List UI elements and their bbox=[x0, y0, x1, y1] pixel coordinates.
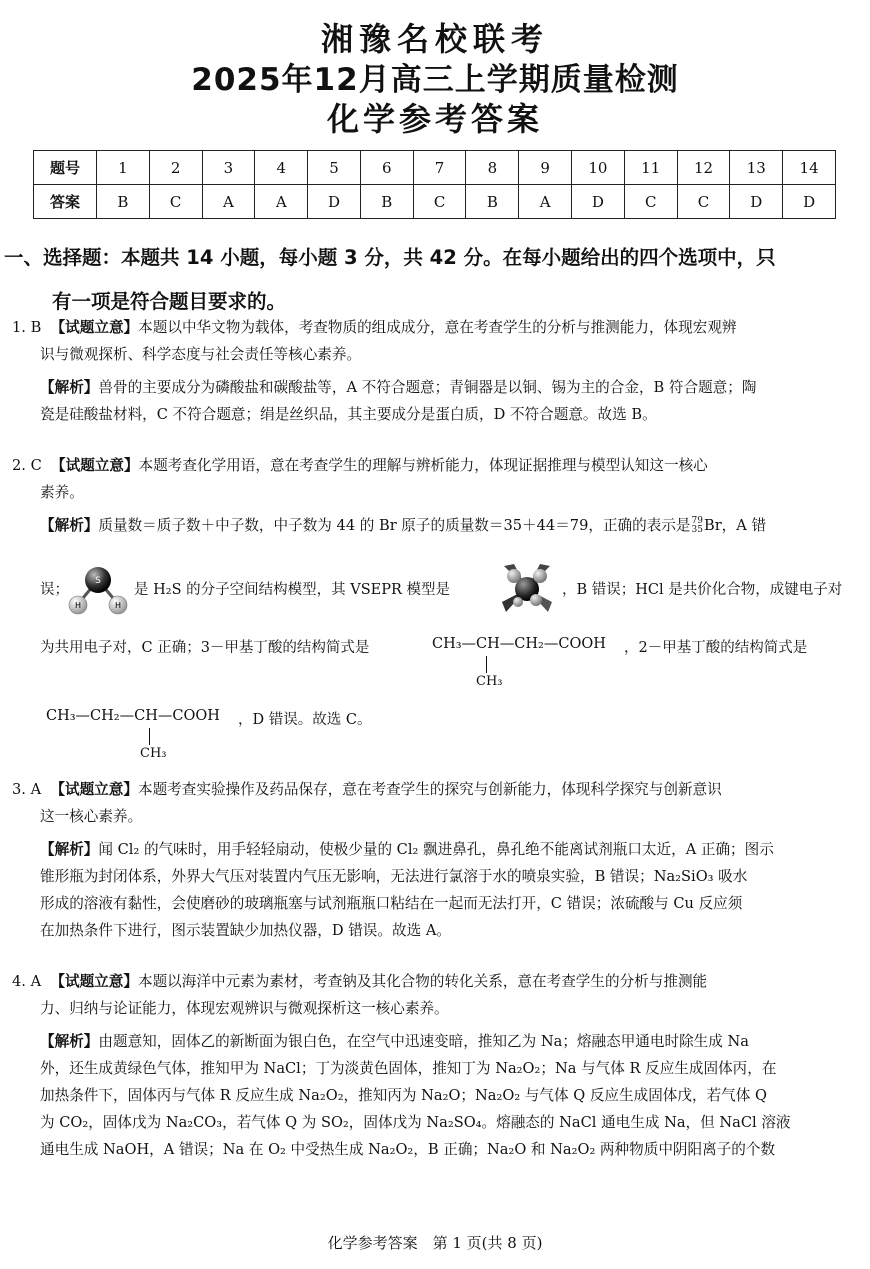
q3-analysis-line1: 闻 Cl₂ 的气味时，用手轻轻扇动，使极少量的 Cl₂ 飘进鼻孔，鼻孔绝不能离试剂瓶口太近，A 正确；图示 bbox=[98, 841, 774, 858]
answer-cell: C bbox=[677, 185, 730, 219]
answer-cell: C bbox=[624, 185, 677, 219]
model-label-s: S bbox=[95, 576, 101, 586]
question-number-cell: 12 bbox=[677, 151, 730, 185]
q3-analysis-line4: 在加热条件下进行，图示装置缺少加热仪器，D 错误。故选 A。 bbox=[40, 922, 451, 939]
model-label-h1: H bbox=[74, 601, 82, 610]
q4-intent-line2: 力、归纳与论证能力，体现宏观辨识与微观探析这一核心素养。 bbox=[40, 1000, 449, 1017]
answer-cell: D bbox=[783, 185, 836, 219]
q4-number: 4. A bbox=[12, 973, 42, 990]
question-number-cell: 4 bbox=[255, 151, 308, 185]
header-title-line1: 湘豫名校联考 bbox=[320, 20, 549, 58]
q4-analysis-line5: 通电生成 NaOH，A 错误；Na 在 O₂ 中受热生成 Na₂O₂，B 正确；Na₂O 和 Na₂O₂ 两种物质中阴阳离子的个数 bbox=[40, 1141, 776, 1158]
q3-analysis-tag: 【解析】 bbox=[40, 841, 99, 858]
answer-cell: C bbox=[149, 185, 202, 219]
question-number-cell: 13 bbox=[730, 151, 783, 185]
q1-intent-tag: 【试题立意】 bbox=[50, 319, 139, 336]
isotope-atomic-number: 35 bbox=[691, 525, 703, 535]
formula2-branch: CH₃ bbox=[140, 746, 167, 761]
q3-intent-line2: 这一核心素养。 bbox=[40, 808, 143, 825]
h2s-molecule-model-image bbox=[66, 564, 130, 616]
question-number-cell: 7 bbox=[413, 151, 466, 185]
question-number-cell: 9 bbox=[519, 151, 572, 185]
q4-analysis-line4: 为 CO₂，固体戊为 Na₂CO₃，若气体 Q 为 SO₂，固体戊为 Na₂SO₄。熔融态的 NaCl 通电生成 Na，但 NaCl 溶液 bbox=[40, 1114, 791, 1131]
q4-analysis-line3: 加热条件下，固体丙与气体 R 反应生成 Na₂O₂，推知丙为 Na₂O；Na₂O₂ 与气体 Q 反应生成固体戊，若气体 Q bbox=[40, 1087, 767, 1104]
q1-intent-line1: 本题以中华文物为载体，考查物质的组成成分，意在考查学生的分析与推测能力，体现宏观辨 bbox=[138, 319, 737, 336]
q4-analysis-line1: 由题意知，固体乙的新断面为银白色，在空气中迅速变暗，推知乙为 Na；熔融态甲通电时除生成 Na bbox=[98, 1033, 749, 1050]
page-footer: 化学参考答案 第 1 页(共 8 页) bbox=[327, 1234, 543, 1252]
answer-cell: B bbox=[360, 185, 413, 219]
answer-cell: D bbox=[572, 185, 625, 219]
section-heading-line2: 有一项是符合题目要求的。 bbox=[52, 290, 287, 313]
formula2-bond-line bbox=[149, 728, 150, 745]
q1-intent-line2: 识与微观探析、科学态度与社会责任等核心素养。 bbox=[40, 346, 362, 363]
model-label-h2: H bbox=[114, 601, 122, 610]
question-number-cell: 6 bbox=[360, 151, 413, 185]
answer-cell: B bbox=[97, 185, 150, 219]
q2-analysis-line4-end: ，D 错误。故选 C。 bbox=[238, 712, 372, 728]
q3-analysis-line3: 形成的溶液有黏性，会使磨砂的玻璃瓶塞与试剂瓶瓶口粘结在一起而无法打开，C 错误；浓硫酸与 Cu 反应须 bbox=[40, 895, 743, 912]
q1-analysis-line2: 瓷是硅酸盐材料，C 不符合题意；绢是丝织品，其主要成分是蛋白质，D 不符合题意。故选 B。 bbox=[40, 406, 657, 423]
answer-cell: B bbox=[466, 185, 519, 219]
q2-analysis-line3-start: 为共用电子对，C 正确；3－甲基丁酸的结构简式是 bbox=[40, 640, 370, 656]
question-2 bbox=[12, 452, 852, 539]
q1-number: 1. B bbox=[12, 319, 42, 336]
q4-intent-line1: 本题以海洋中元素为素材，考查钠及其化合物的转化关系，意在考查学生的分析与推测能 bbox=[137, 973, 708, 990]
vsepr-model-image bbox=[494, 556, 560, 622]
section-heading bbox=[4, 236, 864, 324]
formula1-bond-line bbox=[486, 656, 487, 673]
answer-table bbox=[33, 150, 836, 219]
question-3 bbox=[12, 776, 852, 944]
answer-cell: A bbox=[519, 185, 572, 219]
q2-analysis-line2-end: ，B 错误；HCl 是共价化合物，成键电子对 bbox=[562, 582, 843, 598]
question-number-cell: 2 bbox=[149, 151, 202, 185]
answer-cell: D bbox=[308, 185, 361, 219]
q2-analysis-line1-end: Br，A 错 bbox=[703, 517, 767, 534]
q2-analysis-line2-mid: 是 H₂S 的分子空间结构模型，其 VSEPR 模型是 bbox=[134, 582, 450, 598]
q2-analysis-tag: 【解析】 bbox=[40, 517, 99, 534]
structural-formula-2-methylbutanoic: CH₃—CH₂—CH—COOH bbox=[46, 708, 220, 724]
isotope-mass-number: 79 bbox=[691, 516, 703, 526]
answer-cell: D bbox=[730, 185, 783, 219]
row-label-number: 题号 bbox=[34, 151, 97, 185]
question-number-cell: 8 bbox=[466, 151, 519, 185]
question-number-cell: 10 bbox=[572, 151, 625, 185]
question-4 bbox=[12, 968, 852, 1163]
q2-analysis-line1: 质量数＝质子数＋中子数，中子数为 44 的 Br 原子的质量数＝35＋44＝79，正确的表示是 bbox=[98, 517, 691, 534]
question-number-cell: 1 bbox=[97, 151, 150, 185]
q2-intent-tag: 【试题立意】 bbox=[51, 457, 139, 474]
header-title-line2: 2025年12月高三上学期质量检测 bbox=[191, 62, 679, 98]
question-number-cell: 5 bbox=[308, 151, 361, 185]
q4-analysis-tag: 【解析】 bbox=[40, 1033, 99, 1050]
q3-number: 3. A bbox=[12, 781, 42, 798]
answer-table-answer-row bbox=[34, 185, 836, 219]
structural-formula-3-methylbutanoic: CH₃—CH—CH₂—COOH bbox=[432, 636, 606, 652]
q4-intent-tag: 【试题立意】 bbox=[50, 973, 138, 990]
q1-analysis-tag: 【解析】 bbox=[40, 379, 99, 396]
question-number-cell: 3 bbox=[202, 151, 255, 185]
header-title-line3: 化学参考答案 bbox=[326, 100, 543, 138]
q2-analysis-line2-start: 误； bbox=[40, 582, 69, 598]
question-number-cell: 11 bbox=[624, 151, 677, 185]
q3-analysis-line2: 锥形瓶为封闭体系，外界大气压对装置内气压无影响，无法进行氯溶于水的喷泉实验，B 错误；Na₂SiO₃ 吸水 bbox=[40, 868, 748, 885]
q4-analysis-line2: 外，还生成黄绿色气体，推知甲为 NaCl；丁为淡黄色固体，推知丁为 Na₂O₂；Na 与气体 R 反应生成固体丙，在 bbox=[40, 1060, 777, 1077]
q1-analysis-line1: 兽骨的主要成分为磷酸盐和碳酸盐等，A 不符合题意；青铜器是以铜、锡为主的合金，B 符合题意；陶 bbox=[98, 379, 757, 396]
answer-table-number-row bbox=[34, 151, 836, 185]
q2-intent-line1: 本题考查化学用语，意在考查学生的理解与辨析能力，体现证据推理与模型认知这一核心 bbox=[138, 457, 708, 474]
formula1-branch: CH₃ bbox=[476, 674, 503, 689]
answer-cell: A bbox=[255, 185, 308, 219]
answer-cell: A bbox=[202, 185, 255, 219]
answer-cell: C bbox=[413, 185, 466, 219]
q2-analysis-line3-end: ，2－甲基丁酸的结构简式是 bbox=[624, 640, 808, 656]
q2-number: 2. C bbox=[12, 457, 42, 474]
row-label-answer: 答案 bbox=[34, 185, 97, 219]
question-1 bbox=[12, 314, 852, 428]
q3-intent-line1: 本题考查实验操作及药品保存，意在考查学生的探究与创新能力，体现科学探究与创新意识 bbox=[137, 781, 722, 798]
q2-intent-line2: 素养。 bbox=[40, 484, 84, 501]
section-heading-line1: 一、选择题：本题共 14 小题，每小题 3 分，共 42 分。在每小题给出的四个选项中，只 bbox=[4, 246, 776, 269]
question-number-cell: 14 bbox=[783, 151, 836, 185]
q3-intent-tag: 【试题立意】 bbox=[50, 781, 138, 798]
